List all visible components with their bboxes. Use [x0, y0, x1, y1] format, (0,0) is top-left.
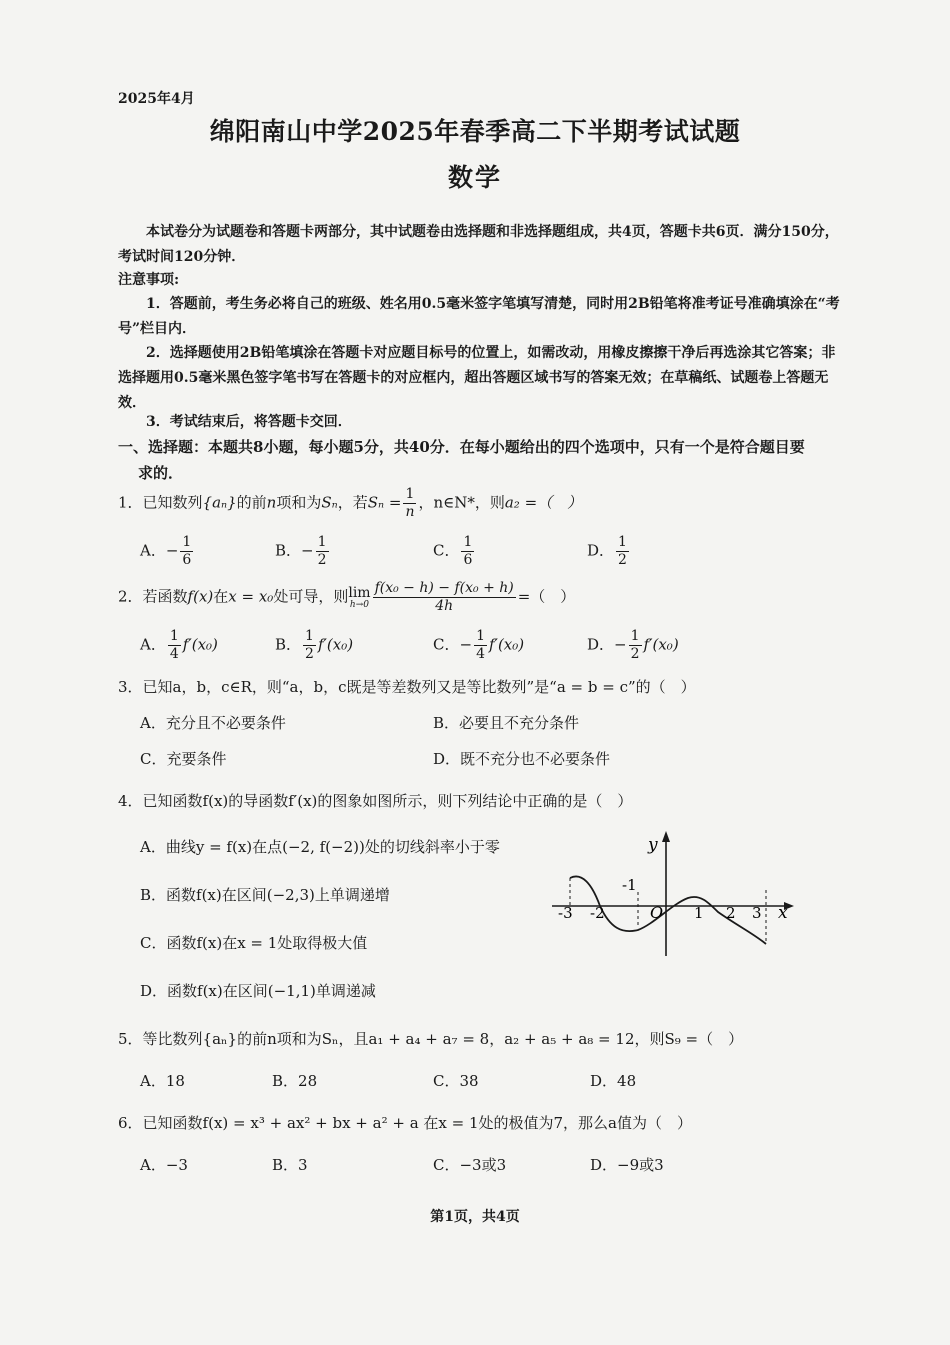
- question-6-option-d[interactable]: D．−9或3: [590, 1156, 664, 1174]
- tick-label-neg2: -2: [590, 904, 605, 922]
- question-3-option-b[interactable]: B．必要且不充分条件: [433, 714, 580, 732]
- question-5-option-c[interactable]: C．38: [433, 1072, 479, 1090]
- question-6-option-b[interactable]: B．3: [272, 1156, 308, 1174]
- question-2-option-c[interactable]: C．− $\frac{1}{4}$ f′(x₀): [433, 628, 525, 662]
- question-4-option-a[interactable]: A．曲线y = f(x)在点(−2, f(−2))处的切线斜率小于零: [140, 838, 500, 856]
- origin-label: O: [650, 903, 664, 922]
- question-3-option-a[interactable]: A．充分且不必要条件: [140, 714, 286, 732]
- question-3-option-c[interactable]: C．充要条件: [140, 750, 227, 768]
- section-heading: [118, 434, 858, 486]
- question-5-option-d[interactable]: D．48: [590, 1072, 637, 1090]
- question-1-option-c[interactable]: C． $\frac{1}{6}$: [433, 534, 473, 568]
- tick-label-2: 2: [726, 904, 736, 922]
- q2-fraction: $\frac{\text{f(x₀ − h) − f(x₀ + h)}}{4h}$: [374, 580, 514, 614]
- question-2-option-a[interactable]: A． $\frac{1}{4}$ f′(x₀): [140, 628, 218, 662]
- question-6-option-c[interactable]: C．−3或3: [433, 1156, 507, 1174]
- question-4-option-b[interactable]: B．函数f(x)在区间(−2,3)上单调递增: [140, 886, 390, 904]
- question-6-stem: 6．已知函数f(x) = x³ + ax² + bx + a² + a 在x = 1处的极值为7，那么a值为（ ）: [118, 1114, 692, 1132]
- y-axis-arrow: [662, 831, 670, 842]
- notes-heading: 注意事项:: [118, 272, 180, 288]
- q4-derivative-graph: [548, 828, 798, 960]
- question-4-option-d[interactable]: D．函数f(x)在区间(−1,1)单调递减: [140, 982, 376, 1000]
- exam-date: 2025年4月: [118, 91, 195, 107]
- question-6-option-a[interactable]: A．−3: [140, 1156, 188, 1174]
- question-3-stem: 3．已知a，b，c∈R，则“a，b，c既是等差数列又是等比数列”是“a = b = c”的（ ）: [118, 678, 696, 696]
- tick-label-neg3: -3: [558, 904, 573, 922]
- question-4-stem: 4．已知函数f(x)的导函数f′(x)的图象如图所示，则下列结论中正确的是（ ）: [118, 792, 633, 810]
- note-item-1: 1．答题前，考生务必将自己的班级、姓名用0.5毫米签字笔填写清楚，同时用2B铅笔将准考证号准确填涂在“考号”栏目内．: [118, 296, 840, 337]
- y-axis-label: y: [648, 835, 658, 855]
- exam-intro: 本试卷分为试题卷和答题卡两部分，其中试题卷由选择题和非选择题组成，共4页，答题卡共6页．满分150分，考试时间120分钟．: [118, 224, 839, 265]
- question-1-stem: 1．已知数列{aₙ}的前n项和为Sₙ，若Sₙ = $\frac{1}{n}$ ，n∈N*，则a₂ =（ ）: [118, 486, 583, 520]
- question-2-option-d[interactable]: D．− $\frac{1}{2}$ f′(x₀): [587, 628, 679, 662]
- question-5-option-a[interactable]: A．18: [140, 1072, 185, 1090]
- q1-fraction: $\frac{1}{n}$: [405, 486, 415, 520]
- question-1-option-a[interactable]: A．− $\frac{1}{6}$: [140, 534, 192, 568]
- exam-subject: 数学: [447, 163, 502, 192]
- note-item-2: 2．选择题使用2B铅笔填涂在答题卡对应题目标号的位置上，如需改动，用橡皮擦擦干净后再选涂其它答案；非选择题用0.5毫米黑色签字笔书写在答题卡的对应框内，超出答题区域书写的答案无效；在草稿纸、试题卷上答题无效．: [118, 345, 836, 411]
- exam-title: 绵阳南山中学2025年春季高二下半期考试试题: [209, 117, 741, 146]
- question-1-option-d[interactable]: D． $\frac{1}{2}$: [587, 534, 627, 568]
- page-footer: 第1页，共4页: [430, 1209, 520, 1225]
- section-heading-line-2: 求的．: [138, 464, 184, 482]
- tick-label-1: 1: [694, 904, 704, 922]
- question-2-option-b[interactable]: B． $\frac{1}{2}$ f′(x₀): [275, 628, 354, 662]
- question-3-option-d[interactable]: D．既不充分也不必要条件: [433, 750, 611, 768]
- q2-limit: lim h→0: [348, 584, 371, 610]
- question-4-option-c[interactable]: C．函数f(x)在x = 1处取得极大值: [140, 934, 368, 952]
- note-item-3: 3．考试结束后，将答题卡交回．: [146, 414, 352, 430]
- tick-label-3: 3: [752, 904, 762, 922]
- question-5-option-b[interactable]: B．28: [272, 1072, 318, 1090]
- tick-label-neg1: -1: [622, 876, 637, 894]
- question-1-option-b[interactable]: B．− $\frac{1}{2}$: [275, 534, 327, 568]
- x-axis-label: x: [778, 903, 788, 923]
- question-5-stem: 5．等比数列{aₙ}的前n项和为Sₙ，且a₁ + a₄ + a₇ = 8，a₂ + a₅ + a₈ = 12，则S₉ =（ ）: [118, 1030, 744, 1048]
- question-2-stem: 2．若函数f(x)在x = x₀处可导，则lim h→0 $\frac{\text{f(x₀ − h) − f(x₀ + h)}}{4h}$ =（ ）: [118, 580, 576, 614]
- section-heading-line-1: 一、选择题：本题共8小题，每小题5分，共40分．在每小题给出的四个选项中，只有一个是符合题目要: [118, 438, 805, 456]
